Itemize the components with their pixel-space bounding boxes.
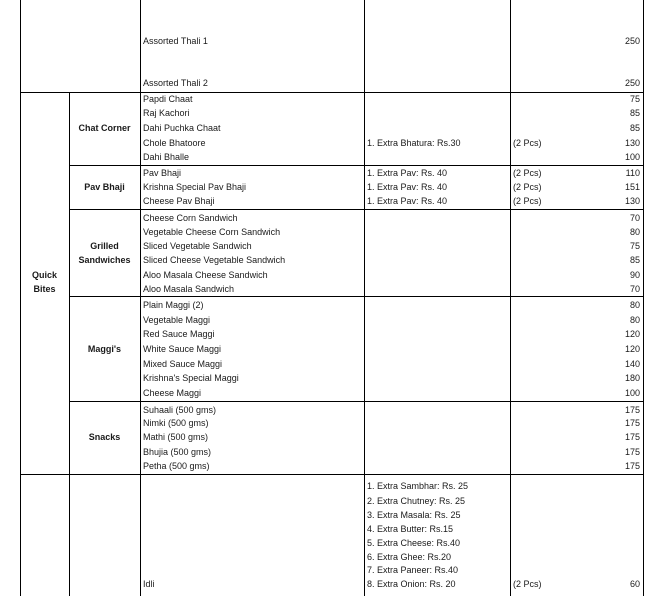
item-name: Dahi Bhalle <box>143 152 190 162</box>
idli-item: Idli <box>143 579 155 589</box>
item-price: 110 <box>625 168 640 178</box>
col-border-3 <box>140 0 141 596</box>
group-grilled-line1: Grilled <box>90 241 119 251</box>
row-border-bottom-section <box>20 474 644 475</box>
section-quick-bites-line1: Quick <box>31 270 57 280</box>
item-name: White Sauce Maggi <box>143 344 222 354</box>
item-name: Papdi Chaat <box>143 94 193 104</box>
item-price: 70 <box>629 213 640 223</box>
item-name: Aloo Masala Sandwich <box>143 284 235 294</box>
row-border-maggi <box>69 296 644 297</box>
item-name: Mathi (500 gms) <box>143 432 209 442</box>
item-qty: (2 Pcs) <box>513 182 542 192</box>
item-name: Mixed Sauce Maggi <box>143 359 223 369</box>
item-name: Raj Kachori <box>143 108 190 118</box>
item-price: 151 <box>624 182 640 192</box>
item-extra: 1. Extra Pav: Rs. 40 <box>367 168 448 178</box>
group-pav-bhaji: Pav Bhaji <box>84 182 125 192</box>
idli-extra-1: 1. Extra Sambhar: Rs. 25 <box>367 481 469 491</box>
group-snacks: Snacks <box>88 432 121 442</box>
item-name: Krishna's Special Maggi <box>143 373 239 383</box>
item-price: 175 <box>624 447 640 457</box>
item-price: 85 <box>629 123 640 133</box>
item-price: 90 <box>629 270 640 280</box>
thali-2-price: 250 <box>624 78 640 88</box>
item-name: Sliced Vegetable Sandwich <box>143 241 252 251</box>
item-name: Suhaali (500 gms) <box>143 405 217 415</box>
thali-1-price: 250 <box>624 36 640 46</box>
item-price: 80 <box>629 315 640 325</box>
item-name: Aloo Masala Cheese Sandwich <box>143 270 268 280</box>
item-price: 120 <box>624 329 640 339</box>
item-price: 140 <box>624 359 640 369</box>
item-price: 100 <box>624 152 640 162</box>
item-price: 85 <box>629 255 640 265</box>
idli-extra-6: 6. Extra Ghee: Rs.20 <box>367 552 452 562</box>
item-name: Pav Bhaji <box>143 168 182 178</box>
item-price: 80 <box>629 300 640 310</box>
item-price: 175 <box>624 418 640 428</box>
item-name: Plain Maggi (2) <box>143 300 204 310</box>
item-price: 130 <box>624 196 640 206</box>
item-qty: (2 Pcs) <box>513 196 542 206</box>
item-name: Krishna Special Pav Bhaji <box>143 182 247 192</box>
col-border-6 <box>643 0 644 596</box>
item-name: Red Sauce Maggi <box>143 329 215 339</box>
thali-2-item: Assorted Thali 2 <box>143 78 208 88</box>
idli-extra-8: 8. Extra Onion: Rs. 20 <box>367 579 456 589</box>
item-name: Cheese Corn Sandwich <box>143 213 238 223</box>
item-extra: 1. Extra Pav: Rs. 40 <box>367 182 448 192</box>
item-price: 175 <box>624 432 640 442</box>
item-name: Dahi Puchka Chaat <box>143 123 221 133</box>
idli-price: 60 <box>629 579 640 589</box>
col-border-5 <box>510 0 511 596</box>
group-grilled-line2: Sandwiches <box>78 255 131 265</box>
row-border-snacks <box>69 401 644 402</box>
item-name: Petha (500 gms) <box>143 461 210 471</box>
item-price: 75 <box>629 94 640 104</box>
item-price: 175 <box>624 405 640 415</box>
item-name: Vegetable Maggi <box>143 315 211 325</box>
item-price: 130 <box>624 138 640 148</box>
item-price: 100 <box>624 388 640 398</box>
group-chat-corner: Chat Corner <box>78 123 131 133</box>
item-qty: (2 Pcs) <box>513 168 542 178</box>
group-maggi: Maggi's <box>87 344 122 354</box>
item-name: Chole Bhatoore <box>143 138 206 148</box>
item-name: Cheese Pav Bhaji <box>143 196 215 206</box>
item-price: 80 <box>629 227 640 237</box>
row-border-grilled <box>69 209 644 210</box>
idli-extra-2: 2. Extra Chutney: Rs. 25 <box>367 496 466 506</box>
item-price: 75 <box>629 241 640 251</box>
idli-qty: (2 Pcs) <box>513 579 542 589</box>
item-name: Nimki (500 gms) <box>143 418 209 428</box>
item-price: 85 <box>629 108 640 118</box>
item-name: Vegetable Cheese Corn Sandwich <box>143 227 281 237</box>
item-price: 120 <box>624 344 640 354</box>
idli-extra-4: 4. Extra Butter: Rs.15 <box>367 524 454 534</box>
thali-1-item: Assorted Thali 1 <box>143 36 208 46</box>
row-border-top-section <box>20 92 644 93</box>
item-name: Cheese Maggi <box>143 388 202 398</box>
col-border-1 <box>20 0 21 596</box>
item-extra: 1. Extra Bhatura: Rs.30 <box>367 138 461 148</box>
item-name: Sliced Cheese Vegetable Sandwich <box>143 255 286 265</box>
item-price: 175 <box>624 461 640 471</box>
item-extra: 1. Extra Pav: Rs. 40 <box>367 196 448 206</box>
item-price: 180 <box>624 373 640 383</box>
section-quick-bites-line2: Bites <box>33 284 56 294</box>
col-border-4 <box>364 0 365 596</box>
idli-extra-3: 3. Extra Masala: Rs. 25 <box>367 510 461 520</box>
item-qty: (2 Pcs) <box>513 138 542 148</box>
item-name: Bhujia (500 gms) <box>143 447 212 457</box>
idli-extra-7: 7. Extra Paneer: Rs.40 <box>367 565 459 575</box>
idli-extra-5: 5. Extra Cheese: Rs.40 <box>367 538 461 548</box>
item-price: 70 <box>629 284 640 294</box>
